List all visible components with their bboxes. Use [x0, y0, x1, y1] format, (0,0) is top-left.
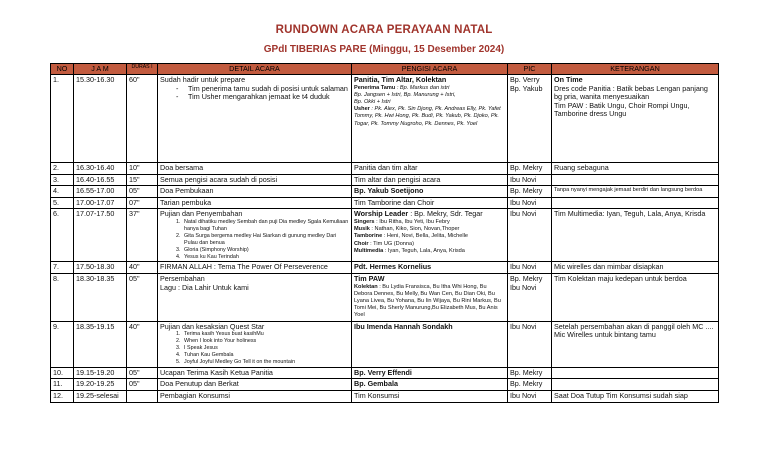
- cell-no: 4.: [51, 186, 74, 198]
- cell-jam: 17.50-18.30: [74, 262, 127, 274]
- cell-durasi: [127, 390, 158, 402]
- cell-keterangan: Tanpa nyanyi mengajak jemaat berdiri dan langsung berdoa: [552, 186, 719, 198]
- list-item: - Tim penerima tamu sudah di posisi untuk salaman: [176, 85, 349, 94]
- pengisi-text: : Bp. Mekry, Sdr. Tegar: [410, 209, 483, 219]
- cell-keterangan: Mic wirelles dan mimbar disiapkan: [552, 262, 719, 274]
- keterangan-title: On Time: [554, 75, 583, 84]
- pic-name: Ibu Novi: [510, 282, 537, 292]
- cell-pengisi: Tim Tamborine dan Choir: [352, 197, 508, 209]
- detail-text: Sudah hadir untuk prepare: [160, 75, 246, 84]
- cell-no: 3.: [51, 174, 74, 186]
- cell-keterangan: [552, 75, 719, 163]
- cell-no: 10.: [51, 367, 74, 379]
- cell-pengisi: [352, 75, 508, 163]
- cell-pengisi: Bp. Gembala: [352, 379, 508, 391]
- cell-durasi: 40": [127, 321, 158, 367]
- table-row: [51, 274, 719, 322]
- pengisi-label: Usher: [354, 106, 370, 113]
- cell-pengisi: Ibu Imenda Hannah Sondakh: [352, 321, 508, 367]
- song-item: 5. Joyful Joyful Medley Go Tell it on the mountain: [182, 359, 349, 366]
- table-row: [51, 75, 719, 163]
- pic-name: Bp. Yakub: [510, 83, 543, 93]
- cell-pic: Ibu Novi: [508, 174, 552, 186]
- pengisi-text: : Bp. Markus dan istri: [396, 84, 450, 91]
- pengisi-label: Multimedia: [354, 247, 384, 254]
- detail-sub: Lagu : Dia Lahir Untuk kami: [160, 282, 249, 292]
- detail-list: [160, 85, 349, 102]
- cell-keterangan: Tim Kolektan maju kedepan untuk berdoa: [552, 274, 719, 322]
- cell-no: 1.: [51, 75, 74, 163]
- rundown-table: [50, 63, 719, 403]
- cell-no: 5.: [51, 197, 74, 209]
- pengisi-text: : Tim UG (Donna): [370, 240, 414, 247]
- cell-pic: Bp. Mekry: [508, 379, 552, 391]
- cell-keterangan: Ruang sebaguna: [552, 163, 719, 175]
- pengisi-label: Singers: [354, 218, 375, 225]
- cell-detail: Semua pengisi acara sudah di posisi: [158, 174, 352, 186]
- header-durasi: DURAS I: [127, 64, 158, 75]
- table-row: [51, 186, 719, 198]
- cell-detail: Pembagian Konsumsi: [158, 390, 352, 402]
- table-row: [51, 367, 719, 379]
- cell-durasi: 15": [127, 174, 158, 186]
- cell-durasi: 05": [127, 367, 158, 379]
- cell-jam: 17.00-17.07: [74, 197, 127, 209]
- song-item: 4. Yesus ku Kau Terindah: [182, 254, 349, 261]
- cell-jam: 19.15-19.20: [74, 367, 127, 379]
- song-item: 3. I Speak Jesus: [182, 345, 349, 352]
- cell-pengisi: Panitia dan tim altar: [352, 163, 508, 175]
- keterangan-text: Mic Wirelles untuk bintang tamu: [554, 330, 656, 340]
- pengisi-label: Tamborine: [354, 233, 383, 240]
- pengisi-text: : Heni, Novi, Bella, Jelita, Michelle: [383, 233, 469, 240]
- header-jam: J A M: [74, 64, 127, 75]
- keterangan-text: Setelah persembahan akan di panggil oleh MC ....: [554, 321, 714, 331]
- cell-detail: [158, 209, 352, 262]
- song-item: 1. Natal dihatiku medley Sembah dan puji Dia medley Sgala Kemuliaan hanya bagi Tuhan: [182, 219, 349, 233]
- header-keterangan: KETERANGAN: [552, 64, 719, 75]
- cell-durasi: 10": [127, 163, 158, 175]
- cell-jam: 18.30-18.35: [74, 274, 127, 322]
- cell-pic: Bp. Mekry: [508, 163, 552, 175]
- keterangan-text: Tim PAW : Batik Ungu, Choir Rompi Ungu, Tamborine dress Ungu: [554, 100, 690, 119]
- cell-pic: Ibu Novi: [508, 321, 552, 367]
- cell-keterangan: [552, 321, 719, 367]
- cell-durasi: 40": [127, 262, 158, 274]
- pengisi-text: Bp. Okki + Istri: [354, 99, 391, 105]
- cell-jam: 16.55-17.00: [74, 186, 127, 198]
- cell-durasi: 37": [127, 209, 158, 262]
- cell-pic: Ibu Novi: [508, 390, 552, 402]
- cell-pengisi: Bp. Verry Effendi: [352, 367, 508, 379]
- table-row: [51, 262, 719, 274]
- kolektan-label: Kolektan: [354, 283, 378, 290]
- cell-detail: Doa Penutup dan Berkat: [158, 379, 352, 391]
- cell-pengisi: Tim Konsumsi: [352, 390, 508, 402]
- cell-jam: 16.30-16.40: [74, 163, 127, 175]
- cell-jam: 16.40-16.55: [74, 174, 127, 186]
- cell-pengisi: [352, 209, 508, 262]
- table-row: [51, 390, 719, 402]
- pengisi-text: : Ibu Ritha, Ibu Yeti, Ibu Febry: [376, 218, 450, 225]
- cell-pic: Bp. Mekry: [508, 367, 552, 379]
- list-item: - Tim Usher mengarahkan jemaat ke t4 duduk: [176, 93, 349, 102]
- cell-durasi: 07": [127, 197, 158, 209]
- cell-keterangan: [552, 174, 719, 186]
- page-title: RUNDOWN ACARA PERAYAAN NATAL: [275, 24, 493, 36]
- cell-no: 8.: [51, 274, 74, 322]
- header-pengisi: PENGISI ACARA: [352, 64, 508, 75]
- page-subtitle: GPdI TIBERIAS PARE (Minggu, 15 Desember 2024): [263, 44, 505, 55]
- song-list: [160, 219, 349, 260]
- cell-jam: 19.25-selesai: [74, 390, 127, 402]
- cell-jam: 19.20-19.25: [74, 379, 127, 391]
- pengisi-title: Panitia, Tim Altar, Kolektan: [354, 75, 447, 84]
- cell-durasi: 05": [127, 274, 158, 322]
- pengisi-label: Choir: [354, 240, 369, 247]
- cell-pengisi: [352, 274, 508, 322]
- cell-detail: [158, 274, 352, 322]
- pengisi-title: Tim PAW: [354, 274, 385, 283]
- pengisi-label: Worship Leader: [354, 209, 409, 219]
- keterangan-text: Dres code Panitia : Batik bebas Lengan panjang bg pria, wanita menyesuaikan: [554, 83, 708, 102]
- pic-name: Bp. Verry: [510, 75, 540, 84]
- table-row: [51, 379, 719, 391]
- cell-jam: 17.07-17.50: [74, 209, 127, 262]
- table-row: [51, 163, 719, 175]
- cell-durasi: 05": [127, 379, 158, 391]
- table-row: [51, 209, 719, 262]
- cell-durasi: 05": [127, 186, 158, 198]
- song-item: 2. When I look into Your holiness: [182, 338, 349, 345]
- cell-jam: 18.35-19.15: [74, 321, 127, 367]
- cell-no: 11.: [51, 379, 74, 391]
- detail-text: Pujian dan kesaksian Quest Star: [160, 321, 265, 331]
- cell-pic: [508, 75, 552, 163]
- song-item: 4. Tuhan Kau Gembala: [182, 352, 349, 359]
- cell-keterangan: Saat Doa Tutup Tim Konsumsi sudah siap: [552, 390, 719, 402]
- pic-name: Bp. Mekry: [510, 274, 543, 283]
- table-row: [51, 174, 719, 186]
- cell-detail: [158, 75, 352, 163]
- song-item: 3. Gloria (Simphony Worship): [182, 247, 349, 254]
- song-item: 1. Terima kasih Yesus buat kasihMu: [182, 331, 349, 338]
- song-item: 2. Gita Surga bergema medley Hai Siarkan di gunung medley Dari Pulau dan benua: [182, 233, 349, 247]
- kolektan-list: : Bu Lydia Fransisca, Bu Itha Whi Hong, Bu Debora Dennes, Bu Melly, Bu Wan Cen, Bu Dian Oki, Bu Lyana Livea, Bu Yohana, Bu Iin Wijaya, Bu Rini Markus, Bu Tomi Mei, Bu Sherly Manurung,Bu Elizabeth Mus, Bu Anis Yoel: [354, 283, 501, 319]
- song-list: [160, 331, 349, 366]
- cell-durasi: 60": [127, 75, 158, 163]
- header-no: NO: [51, 64, 74, 75]
- cell-pic: [508, 274, 552, 322]
- cell-pic: Ibu Novi: [508, 197, 552, 209]
- cell-pengisi: Tim altar dan pengisi acara: [352, 174, 508, 186]
- cell-no: 2.: [51, 163, 74, 175]
- cell-pic: Ibu Novi: [508, 209, 552, 262]
- cell-no: 9.: [51, 321, 74, 367]
- header-detail: DETAIL ACARA: [158, 64, 352, 75]
- cell-no: 12.: [51, 390, 74, 402]
- pengisi-text: : Pk. Alex, Pk. Sin Djong, Pk. Andreas Elly, Pk. Yafet Tommy, Pk. Hwi Hong, Pk. Budi, Pk. Yakub, Pk. Djoko, Pk. Togar, Pk. Tommy Nugroho, Pk. Dennes, Pk. Yoel: [354, 106, 501, 127]
- pengisi-text: Bp. Jangsen + Istri, Bp. Manurung + Istri,: [354, 91, 456, 98]
- cell-pic: Bp. Mekry: [508, 186, 552, 198]
- cell-pic: Ibu Novi: [508, 262, 552, 274]
- cell-pengisi: Pdt. Hermes Kornelius: [352, 262, 508, 274]
- detail-text: Pujian dan Penyembahan: [160, 209, 243, 219]
- cell-detail: Doa Pembukaan: [158, 186, 352, 198]
- header-pic: PIC: [508, 64, 552, 75]
- cell-detail: Ucapan Terima Kasih Ketua Panitia: [158, 367, 352, 379]
- pengisi-label: Musik: [354, 226, 370, 233]
- cell-detail: Doa bersama: [158, 163, 352, 175]
- cell-keterangan: [552, 379, 719, 391]
- pengisi-label: Penerima Tamu: [354, 84, 396, 91]
- cell-keterangan: Tim Multimedia: Iyan, Teguh, Lala, Anya, Krisda: [552, 209, 719, 262]
- cell-keterangan: [552, 367, 719, 379]
- detail-text: Persembahan: [160, 274, 205, 283]
- cell-jam: 15.30-16.30: [74, 75, 127, 163]
- cell-detail: [158, 321, 352, 367]
- cell-keterangan: [552, 197, 719, 209]
- cell-pengisi: Bp. Yakub Soetijono: [352, 186, 508, 198]
- cell-no: 6.: [51, 209, 74, 262]
- pengisi-text: : Nathan, Kiko, Sion, Novan,Thoper: [371, 226, 460, 233]
- table-header-row: [51, 64, 719, 75]
- cell-detail: FIRMAN ALLAH : Tema The Power Of Perseverence: [158, 262, 352, 274]
- table-row: [51, 321, 719, 367]
- cell-no: 7.: [51, 262, 74, 274]
- pengisi-text: : Iyan, Teguh, Lala, Anya, Krisda: [384, 247, 465, 254]
- cell-detail: Tarian pembuka: [158, 197, 352, 209]
- table-row: [51, 197, 719, 209]
